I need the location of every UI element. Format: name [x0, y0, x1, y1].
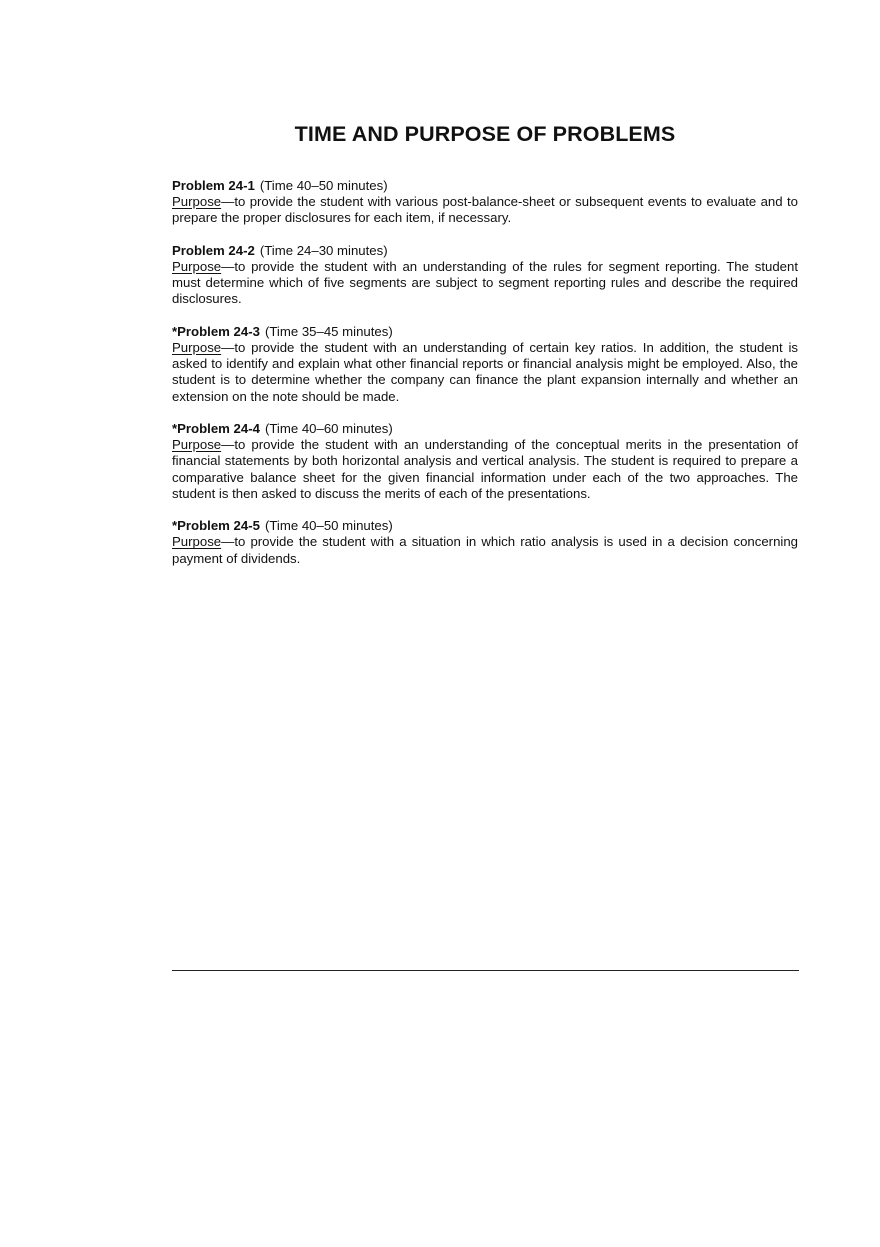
problem-purpose — [172, 437, 798, 502]
problem-time: (Time 24–30 minutes) — [259, 242, 388, 258]
footer-divider — [172, 970, 799, 971]
purpose-label: Purpose — [172, 437, 222, 453]
purpose-text: —to provide the student with various post-balance-sheet or subsequent events to evaluate and to prepare the proper disclosures for each item, if necessary. — [172, 194, 798, 226]
problem-label: *Problem 24-4 — [172, 421, 260, 436]
problem-purpose — [172, 340, 798, 405]
problem-time: (Time 40–50 minutes) — [264, 518, 393, 534]
problem-heading — [172, 178, 798, 194]
problem-24-4 — [172, 421, 798, 502]
problem-heading — [172, 518, 798, 534]
purpose-text: —to provide the student with an understanding of the conceptual merits in the presentation of financial statements by both horizontal analysis and vertical analysis. The student is required to prepare a comparative balance sheet for the given financial information under each of the two approaches. The student is then asked to discuss the merits of each of the presentations. — [172, 437, 798, 501]
problem-list — [172, 178, 798, 583]
problem-heading — [172, 243, 798, 259]
problem-time: (Time 35–45 minutes) — [264, 323, 393, 339]
problem-purpose — [172, 259, 798, 308]
problem-24-3 — [172, 324, 798, 405]
problem-label: *Problem 24-5 — [172, 518, 260, 534]
problem-24-1 — [172, 178, 798, 227]
problem-label: Problem 24-1 — [172, 178, 255, 193]
problem-label: Problem 24-2 — [172, 242, 255, 258]
purpose-label: Purpose — [172, 194, 222, 210]
problem-heading — [172, 421, 798, 437]
problem-heading — [172, 324, 798, 340]
purpose-text: —to provide the student with an understanding of certain key ratios. In addition, the student is asked to identify and explain what other financial reports or financial analysis might be employed. Also, the student is to determine whether the company can finance the plant expansion internally and whether an extension on the note should be made. — [172, 340, 798, 404]
purpose-text: —to provide the student with a situation in which ratio analysis is used in a decision concerning payment of dividends. — [172, 534, 798, 566]
problem-purpose — [172, 534, 798, 566]
problem-purpose — [172, 194, 798, 226]
problem-24-5 — [172, 518, 798, 567]
problem-label: *Problem 24-3 — [172, 323, 260, 339]
page-title: TIME AND PURPOSE OF PROBLEMS — [294, 122, 676, 146]
problem-time: (Time 40–50 minutes) — [259, 178, 388, 193]
purpose-text: —to provide the student with an understanding of the rules for segment reporting. The student must determine which of five segments are subject to segment reporting rules and describe the required disclosures. — [172, 259, 798, 307]
problem-24-2 — [172, 243, 798, 308]
purpose-label: Purpose — [172, 534, 222, 550]
purpose-label: Purpose — [172, 340, 222, 355]
purpose-label: Purpose — [172, 259, 222, 274]
problem-time: (Time 40–60 minutes) — [264, 421, 393, 436]
